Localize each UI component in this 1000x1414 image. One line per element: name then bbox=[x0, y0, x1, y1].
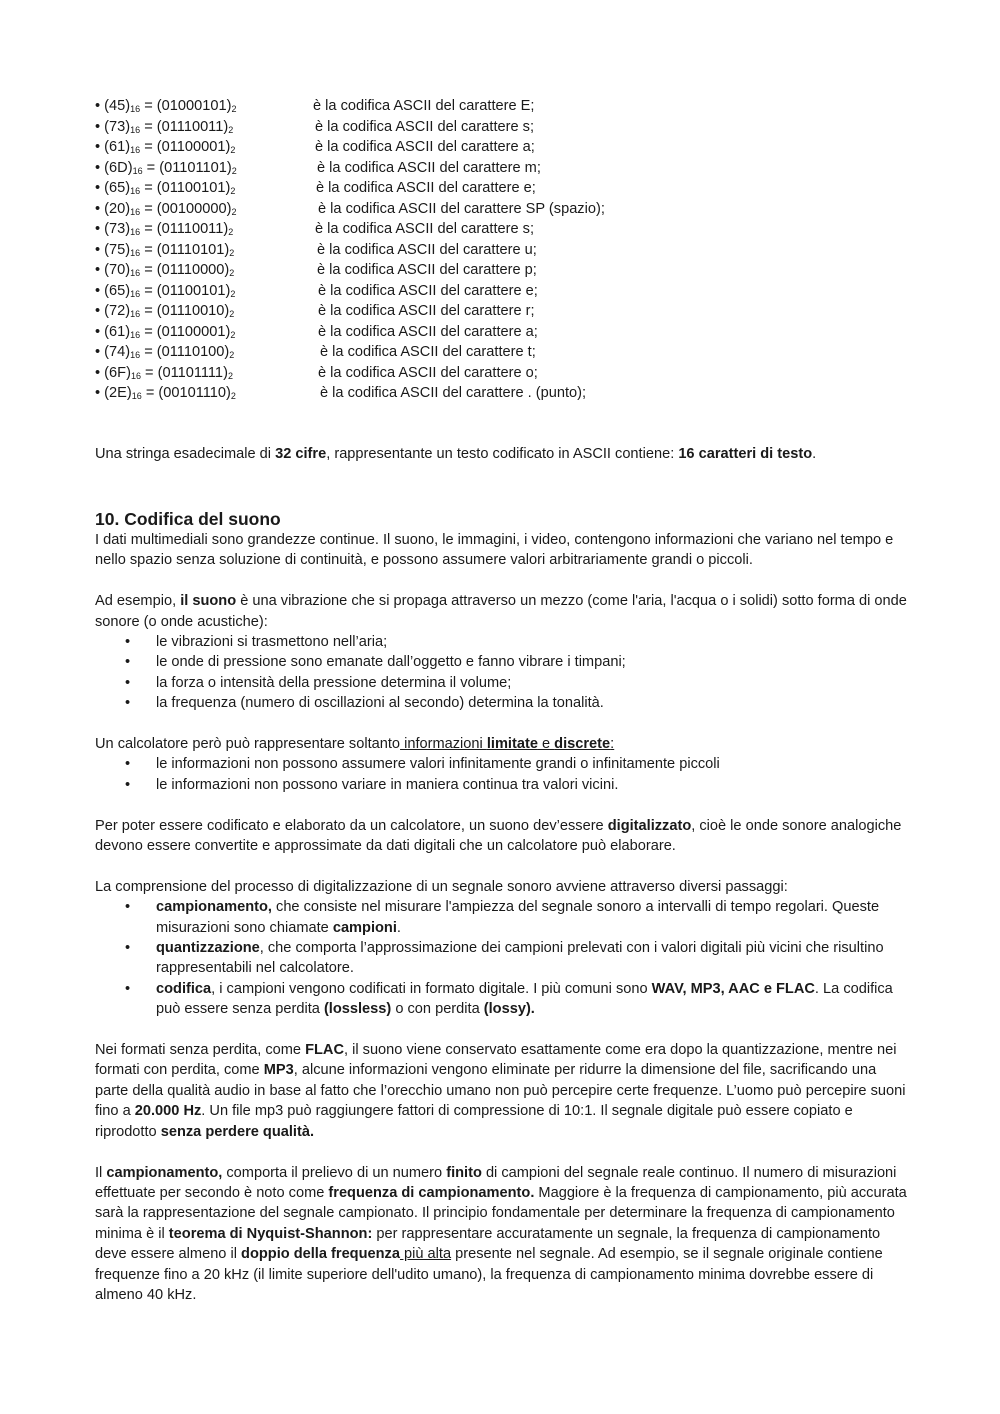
code-punctuation: ) bbox=[224, 303, 230, 319]
hex-base: 16 bbox=[130, 268, 141, 278]
sampling-paragraph: Il campionamento, comporta il prelievo di un numero finito di campioni del segnale reale continuo. Il numero di misurazioni effettuate per secondo è noto come frequenza di campionamento. Maggiore è la frequenza di campionamento, più accurata sarà la rappresentazione del segnale campionato. Il principio fondamentale per determinare la frequenza di campionamento minima è il teorema di Nyquist-Shannon: per rappresentare accuratamente un segnale, la frequenza di campionamento deve essere almeno il doppio della frequenza più alta presente nel segnale. Ad esempio, se il segnale originale contiene frequenze fino a 20 kHz (il limite superiore dell'udito umano), la frequenza di campionamento minima dovrebbe essere di almeno 40 kHz. bbox=[95, 1164, 907, 1303]
code-punctuation: ) bbox=[125, 139, 131, 155]
code-punctuation: • ( bbox=[95, 364, 110, 381]
code-description: è la codifica ASCII del carattere s; bbox=[315, 118, 535, 135]
hex-base: 16 bbox=[131, 391, 142, 401]
code-punctuation: ) bbox=[125, 98, 131, 114]
ascii-code-row bbox=[95, 342, 915, 363]
binary-value: 01110010 bbox=[161, 303, 225, 319]
code-values bbox=[95, 342, 234, 362]
binary-value: 01110100 bbox=[161, 344, 225, 360]
code-punctuation: = ( bbox=[140, 200, 162, 217]
hex-value: 65 bbox=[109, 180, 126, 196]
code-punctuation: • ( bbox=[95, 282, 110, 299]
code-punctuation: ) bbox=[223, 118, 229, 135]
code-values bbox=[95, 301, 234, 321]
steps-intro: La comprensione del processo di digitalizzazione di un segnale sonoro avviene attraverso diversi passaggi: bbox=[95, 878, 788, 895]
hex-value: 65 bbox=[109, 282, 126, 299]
code-punctuation: = ( bbox=[140, 139, 162, 155]
sound-list bbox=[95, 632, 910, 714]
binary-base: 2 bbox=[230, 288, 236, 299]
summary-bold-1: 32 cifre bbox=[275, 446, 327, 462]
hex-base: 16 bbox=[130, 350, 141, 360]
code-punctuation: ) bbox=[223, 221, 229, 237]
limits-list bbox=[95, 754, 910, 795]
code-punctuation: ) bbox=[127, 159, 133, 176]
limits-paragraph: Un calcolatore però può rappresentare soltanto informazioni limitate e discrete: bbox=[95, 736, 615, 753]
code-description: è la codifica ASCII del carattere a; bbox=[315, 139, 535, 155]
code-description: è la codifica ASCII del carattere s; bbox=[315, 221, 535, 237]
hex-base: 16 bbox=[130, 247, 141, 258]
code-description: è la codifica ASCII del carattere o; bbox=[318, 364, 538, 381]
ascii-code-row bbox=[95, 117, 915, 138]
code-punctuation: ) bbox=[225, 180, 231, 196]
list-item: • le onde di pressione sono emanate dall’oggetto e fanno vibrare i timpani; bbox=[95, 652, 910, 672]
code-punctuation: ) bbox=[125, 262, 131, 278]
hex-value: 6F bbox=[109, 364, 127, 381]
ascii-code-row bbox=[95, 363, 915, 384]
code-punctuation: = ( bbox=[140, 282, 162, 299]
code-values bbox=[95, 158, 237, 178]
binary-value: 01110011 bbox=[161, 221, 224, 237]
hex-base: 16 bbox=[130, 206, 141, 217]
code-description: è la codifica ASCII del carattere m; bbox=[317, 159, 541, 176]
binary-value: 01100001 bbox=[161, 323, 226, 340]
binary-value: 01000101 bbox=[161, 98, 227, 114]
code-description: è la codifica ASCII del carattere e; bbox=[316, 180, 536, 196]
binary-base: 2 bbox=[230, 186, 236, 196]
binary-base: 2 bbox=[227, 370, 233, 381]
code-values bbox=[95, 240, 234, 260]
binary-base: 2 bbox=[231, 104, 237, 114]
code-description: è la codifica ASCII del carattere SP (spazio); bbox=[318, 200, 605, 217]
code-values bbox=[95, 96, 236, 116]
list-item-quantizzazione: • quantizzazione, che comporta l’approssimazione dei campioni prelevati con i valori digitali più vicini che risultino rappresentabili nel calcolatore. bbox=[95, 938, 910, 979]
code-description: è la codifica ASCII del carattere E; bbox=[313, 98, 535, 114]
code-punctuation: • ( bbox=[95, 159, 110, 176]
code-punctuation: • ( bbox=[95, 180, 110, 196]
hex-base: 16 bbox=[130, 145, 141, 155]
hex-base: 16 bbox=[132, 165, 143, 176]
hex-base: 16 bbox=[130, 288, 141, 299]
hex-base: 16 bbox=[130, 370, 141, 381]
code-punctuation: = ( bbox=[140, 364, 163, 381]
hex-value: 45 bbox=[109, 98, 126, 114]
code-punctuation: • ( bbox=[95, 385, 110, 401]
ascii-code-row bbox=[95, 281, 915, 302]
code-punctuation: ) bbox=[126, 364, 131, 381]
list-item-campionamento: • campionamento, che consiste nel misurare l'ampiezza del segnale sonoro a intervalli di tempo regolari. Queste misurazioni sono chiamate campioni. bbox=[95, 897, 910, 938]
list-item-codifica: • codifica, i campioni vengono codificati in formato digitale. I più comuni sono WAV, MP3, AAC e FLAC. La codifica può essere senza perdita (lossless) o con perdita (lossy). bbox=[95, 979, 910, 1020]
binary-base: 2 bbox=[229, 268, 235, 278]
code-punctuation: • ( bbox=[95, 262, 110, 278]
code-punctuation: = ( bbox=[140, 344, 162, 360]
hex-value: 61 bbox=[109, 139, 126, 155]
ascii-code-list bbox=[95, 96, 915, 404]
code-punctuation: • ( bbox=[95, 344, 110, 360]
code-punctuation: = ( bbox=[140, 262, 162, 278]
code-punctuation: ) bbox=[125, 323, 131, 340]
summary-text-3: . bbox=[812, 446, 817, 462]
code-punctuation: ) bbox=[223, 364, 228, 381]
code-punctuation: = ( bbox=[140, 98, 162, 114]
binary-base: 2 bbox=[228, 124, 234, 135]
code-description: è la codifica ASCII del carattere u; bbox=[317, 241, 537, 258]
code-punctuation: ) bbox=[224, 344, 230, 360]
code-punctuation: • ( bbox=[95, 241, 110, 258]
code-punctuation: • ( bbox=[95, 200, 110, 217]
hex-value: 6D bbox=[109, 159, 128, 176]
sound-paragraph: Ad esempio, il suono è una vibrazione che si propaga attraverso un mezzo (come l'aria, l'acqua o i solidi) sotto forma di onde sonore (o onde acustiche): bbox=[95, 593, 907, 630]
code-punctuation: • ( bbox=[95, 139, 110, 155]
code-punctuation: = ( bbox=[142, 159, 165, 176]
binary-value: 01110101 bbox=[161, 241, 225, 258]
list-item: • la frequenza (numero di oscillazioni al secondo) determina la tonalità. bbox=[95, 693, 910, 713]
ascii-code-row bbox=[95, 322, 915, 343]
binary-base: 2 bbox=[229, 350, 235, 360]
binary-value: 01110000 bbox=[161, 262, 225, 278]
hex-value: 74 bbox=[109, 344, 126, 360]
ascii-code-row bbox=[95, 178, 915, 199]
code-punctuation: = ( bbox=[141, 385, 164, 401]
hex-base: 16 bbox=[130, 329, 141, 340]
code-values bbox=[95, 363, 233, 383]
binary-base: 2 bbox=[229, 247, 235, 258]
hex-value: 75 bbox=[109, 241, 126, 258]
binary-value: 00100000 bbox=[161, 200, 227, 217]
code-punctuation: = ( bbox=[140, 180, 162, 196]
code-punctuation: ) bbox=[226, 98, 232, 114]
code-punctuation: ) bbox=[125, 180, 131, 196]
hex-base: 16 bbox=[130, 104, 141, 114]
code-description: è la codifica ASCII del carattere a; bbox=[318, 323, 538, 340]
code-punctuation: ) bbox=[225, 323, 231, 340]
code-punctuation: = ( bbox=[140, 118, 162, 135]
code-punctuation: = ( bbox=[140, 323, 162, 340]
code-punctuation: ) bbox=[224, 241, 230, 258]
code-punctuation: ) bbox=[125, 344, 131, 360]
binary-value: 01100001 bbox=[161, 139, 226, 155]
hex-value: 20 bbox=[109, 200, 126, 217]
code-punctuation: ) bbox=[224, 262, 230, 278]
digitize-paragraph: Per poter essere codificato e elaborato da un calcolatore, un suono dev’essere digitalizzato, cioè le onde sonore analogiche devono essere convertite e approssimate da dati digitali che un calcolatore può elaborare. bbox=[95, 817, 902, 855]
code-punctuation: ) bbox=[125, 221, 131, 237]
hex-value: 73 bbox=[109, 221, 126, 237]
binary-base: 2 bbox=[230, 329, 236, 340]
binary-value: 01100101 bbox=[161, 180, 226, 196]
summary-bold-2: 16 caratteri di testo bbox=[678, 446, 813, 462]
summary-text-1: Una stringa esadecimale di bbox=[95, 446, 276, 462]
hex-value: 61 bbox=[109, 323, 126, 340]
summary-text-2: , rappresentante un testo codificato in ASCII contiene: bbox=[326, 446, 679, 462]
binary-value: 01110011 bbox=[161, 118, 224, 135]
hex-value: 73 bbox=[109, 118, 126, 135]
summary-paragraph bbox=[95, 444, 910, 464]
code-punctuation: = ( bbox=[140, 241, 162, 258]
code-values bbox=[95, 219, 233, 239]
list-item: • le informazioni non possono variare in maniera continua tra valori vicini. bbox=[95, 775, 910, 795]
ascii-code-row bbox=[95, 199, 915, 220]
ascii-code-row bbox=[95, 240, 915, 261]
code-values bbox=[95, 260, 234, 280]
code-values bbox=[95, 383, 236, 403]
code-punctuation: • ( bbox=[95, 303, 110, 319]
hex-base: 16 bbox=[130, 124, 141, 135]
ascii-code-row bbox=[95, 383, 915, 404]
ascii-code-row bbox=[95, 96, 915, 117]
section-sound bbox=[95, 508, 910, 1305]
binary-value: 00101110 bbox=[163, 385, 227, 401]
code-description: è la codifica ASCII del carattere e; bbox=[318, 282, 538, 299]
formats-paragraph: Nei formati senza perdita, come FLAC, il suono viene conservato esattamente come era dopo la quantizzazione, mentre nei formati con perdita, come MP3, alcune informazioni vengono eliminate per ridurre la dimensione del file, sacrificando una parte della qualità audio in base al fatto che l’orecchio umano non può percepire certe frequenze. L’uomo può percepire suoni fino a 20.000 Hz. Un file mp3 può raggiungere fattori di compressione di 10:1. Il segnale digitale può essere copiato e riprodotto senza perdere qualità. bbox=[95, 1042, 906, 1140]
code-description: è la codifica ASCII del carattere t; bbox=[320, 344, 536, 360]
code-punctuation: ) bbox=[225, 139, 231, 155]
code-punctuation: • ( bbox=[95, 98, 110, 114]
code-punctuation: ) bbox=[226, 385, 231, 401]
binary-base: 2 bbox=[229, 309, 235, 319]
steps-list bbox=[95, 897, 910, 1019]
code-punctuation: • ( bbox=[95, 221, 110, 237]
code-description: è la codifica ASCII del carattere r; bbox=[318, 303, 535, 319]
hex-base: 16 bbox=[130, 186, 141, 196]
code-values bbox=[95, 137, 235, 157]
ascii-code-row bbox=[95, 301, 915, 322]
hex-value: 72 bbox=[109, 303, 126, 319]
binary-value: 01101111 bbox=[162, 364, 224, 381]
code-punctuation: ) bbox=[126, 385, 132, 401]
binary-base: 2 bbox=[230, 391, 236, 401]
code-values bbox=[95, 199, 236, 219]
code-punctuation: ) bbox=[125, 241, 131, 258]
code-punctuation: ) bbox=[125, 303, 131, 319]
hex-base: 16 bbox=[130, 309, 141, 319]
hex-value: 70 bbox=[109, 262, 126, 278]
code-punctuation: ) bbox=[125, 282, 131, 299]
hex-value: 2E bbox=[109, 385, 127, 401]
code-punctuation: • ( bbox=[95, 118, 110, 135]
code-description: è la codifica ASCII del carattere . (punto); bbox=[320, 385, 587, 401]
binary-base: 2 bbox=[231, 206, 237, 217]
code-values bbox=[95, 178, 235, 198]
hex-base: 16 bbox=[130, 227, 141, 237]
binary-base: 2 bbox=[228, 227, 234, 237]
intro-paragraph: I dati multimediali sono grandezze continue. Il suono, le immagini, i video, contengono informazioni che variano nel tempo e nello spazio senza soluzione di continuità, e possono assumere valori arbitrariamente grandi o piccoli. bbox=[95, 532, 894, 569]
list-item: • le vibrazioni si trasmettono nell’aria; bbox=[95, 632, 910, 652]
ascii-code-row bbox=[95, 137, 915, 158]
binary-base: 2 bbox=[231, 165, 237, 176]
code-punctuation: = ( bbox=[140, 303, 162, 319]
section-title: 10. Codifica del suono bbox=[95, 509, 281, 529]
code-punctuation: ) bbox=[125, 200, 131, 217]
code-punctuation: = ( bbox=[140, 221, 162, 237]
code-values bbox=[95, 281, 235, 301]
code-punctuation: ) bbox=[225, 282, 231, 299]
list-item: • le informazioni non possono assumere valori infinitamente grandi o infinitamente piccoli bbox=[95, 754, 910, 774]
binary-value: 01100101 bbox=[161, 282, 226, 299]
list-item: • la forza o intensità della pressione determina il volume; bbox=[95, 673, 910, 693]
code-punctuation: ) bbox=[125, 118, 131, 135]
ascii-code-row bbox=[95, 260, 915, 281]
binary-value: 01101101 bbox=[164, 159, 227, 176]
code-punctuation: ) bbox=[226, 200, 232, 217]
binary-base: 2 bbox=[230, 145, 236, 155]
code-punctuation: • ( bbox=[95, 323, 110, 340]
ascii-code-row bbox=[95, 219, 915, 240]
code-values bbox=[95, 322, 235, 342]
ascii-code-row bbox=[95, 158, 915, 179]
code-description: è la codifica ASCII del carattere p; bbox=[317, 262, 537, 278]
code-values bbox=[95, 117, 233, 137]
code-punctuation: ) bbox=[226, 159, 232, 176]
